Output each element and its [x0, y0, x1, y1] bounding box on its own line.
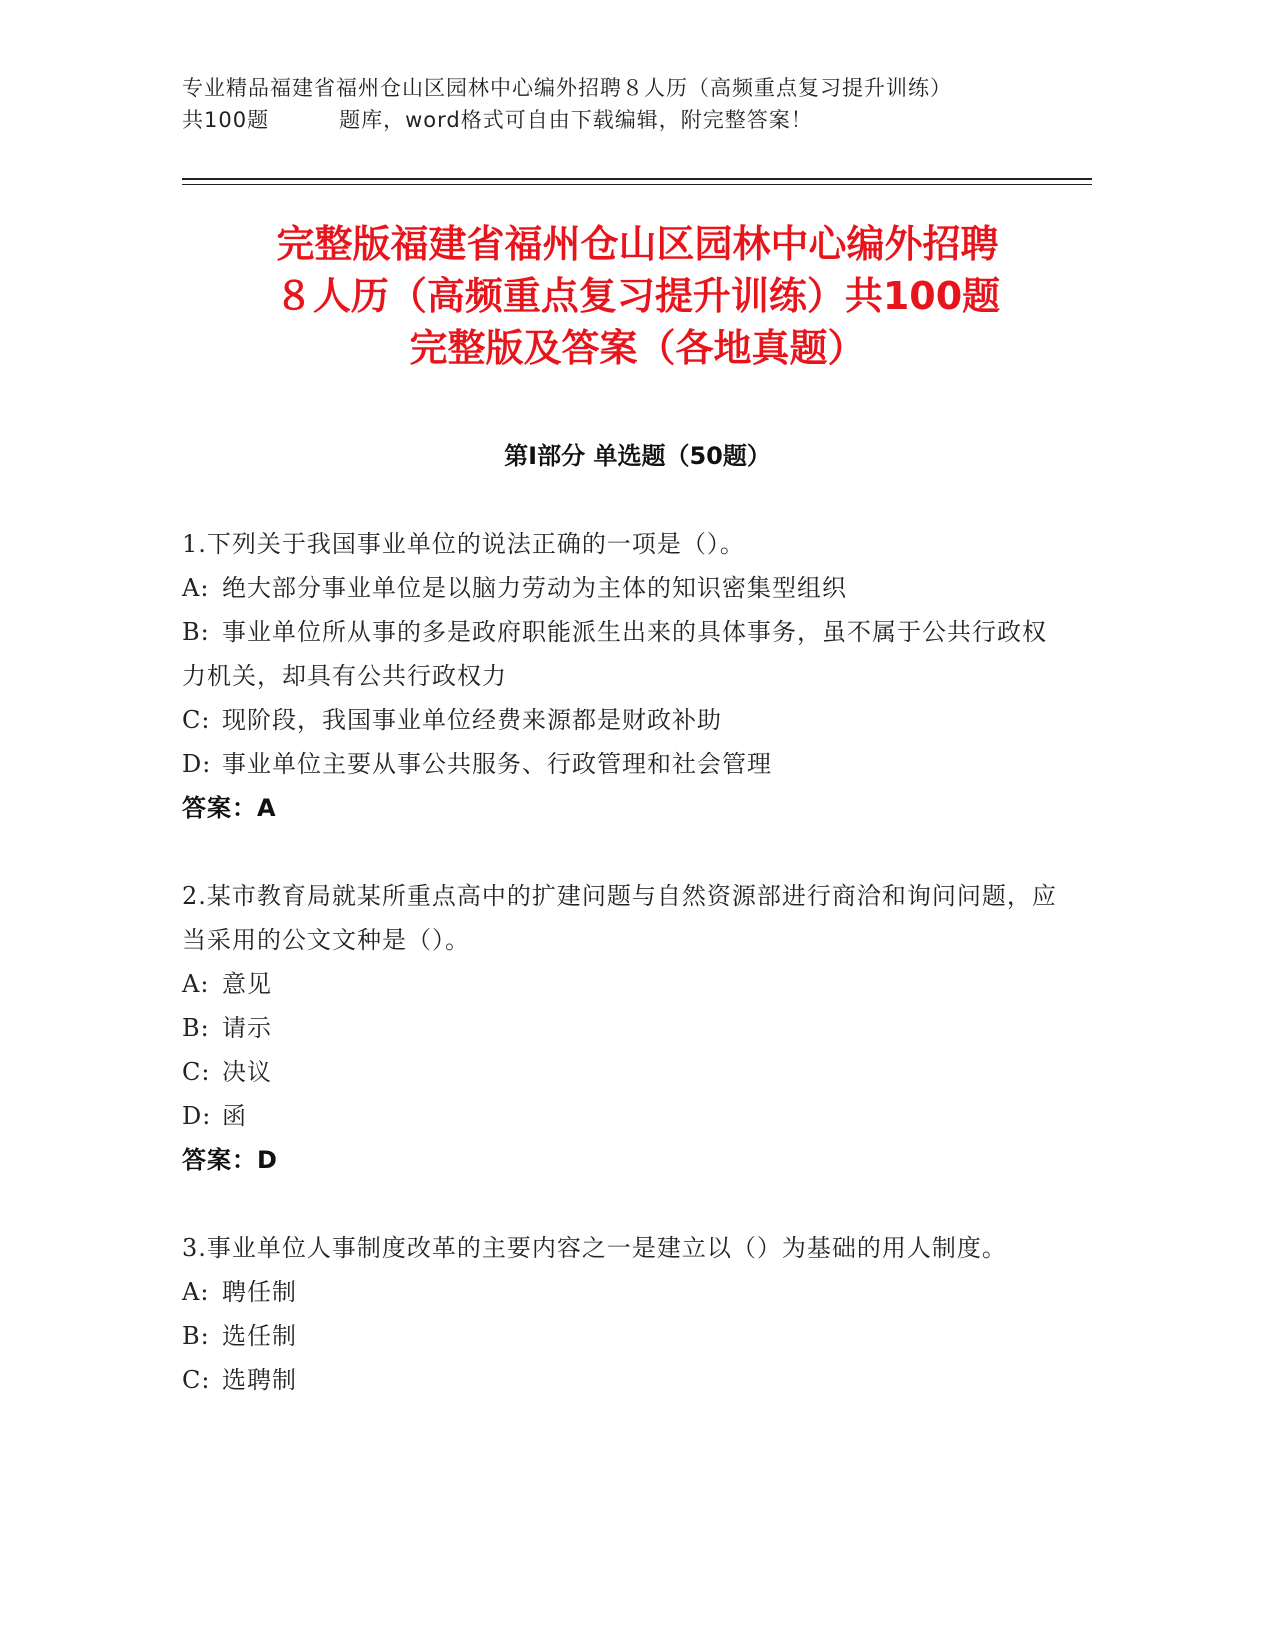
question-item: [182, 522, 1062, 830]
title-line-2: ８人历（高频重点复习提升训练）共100题: [274, 274, 1001, 318]
option-a: A: 意见: [182, 970, 272, 998]
document-title: [160, 218, 1115, 374]
title-line-3: 完整版及答案（各地真题）: [409, 326, 866, 370]
question-stem: 3.事业单位人事制度改革的主要内容之一是建立以（）为基础的用人制度。: [182, 1234, 1007, 1262]
answer-label: 答案：D: [182, 1146, 278, 1174]
option-b: B: 选任制: [182, 1322, 297, 1350]
option-d: D: 函: [182, 1102, 247, 1130]
question-item: [182, 874, 1062, 1182]
section-heading: 第Ⅰ部分 单选题（50题）: [504, 442, 771, 470]
option-d: D: 事业单位主要从事公共服务、行政管理和社会管理: [182, 750, 772, 778]
header-line-1: 专业精品福建省福州仓山区园林中心编外招聘８人历（高频重点复习提升训练）: [182, 76, 952, 100]
title-line-1: 完整版福建省福州仓山区园林中心编外招聘: [276, 222, 999, 266]
header-divider-thin: [182, 184, 1092, 185]
question-stem: 2.某市教育局就某所重点高中的扩建问题与自然资源部进行商洽和询问问题，应当采用的公文文种是（）。: [182, 882, 1057, 954]
header-line-2: [182, 104, 1082, 136]
option-b: B: 事业单位所从事的多是政府职能派生出来的具体事务，虽不属于公共行政权力机关，却具有公共行政权力: [182, 618, 1047, 690]
option-c: C: 决议: [182, 1058, 272, 1086]
option-b: B: 请示: [182, 1014, 272, 1042]
document-header: [182, 72, 1082, 136]
option-a: A: 绝大部分事业单位是以脑力劳动为主体的知识密集型组织: [182, 574, 847, 602]
header-description: 题库，word格式可自由下载编辑，附完整答案！: [339, 108, 813, 132]
question-stem: 1.下列关于我国事业单位的说法正确的一项是（）。: [182, 530, 745, 558]
question-list: [182, 522, 1062, 1446]
option-c: C: 选聘制: [182, 1366, 297, 1394]
header-question-count: 共100题: [182, 108, 270, 132]
question-item: [182, 1226, 1062, 1402]
option-a: A: 聘任制: [182, 1278, 297, 1306]
answer-label: 答案：A: [182, 794, 277, 822]
header-divider-thick: [182, 178, 1092, 180]
option-c: C: 现阶段，我国事业单位经费来源都是财政补助: [182, 706, 722, 734]
